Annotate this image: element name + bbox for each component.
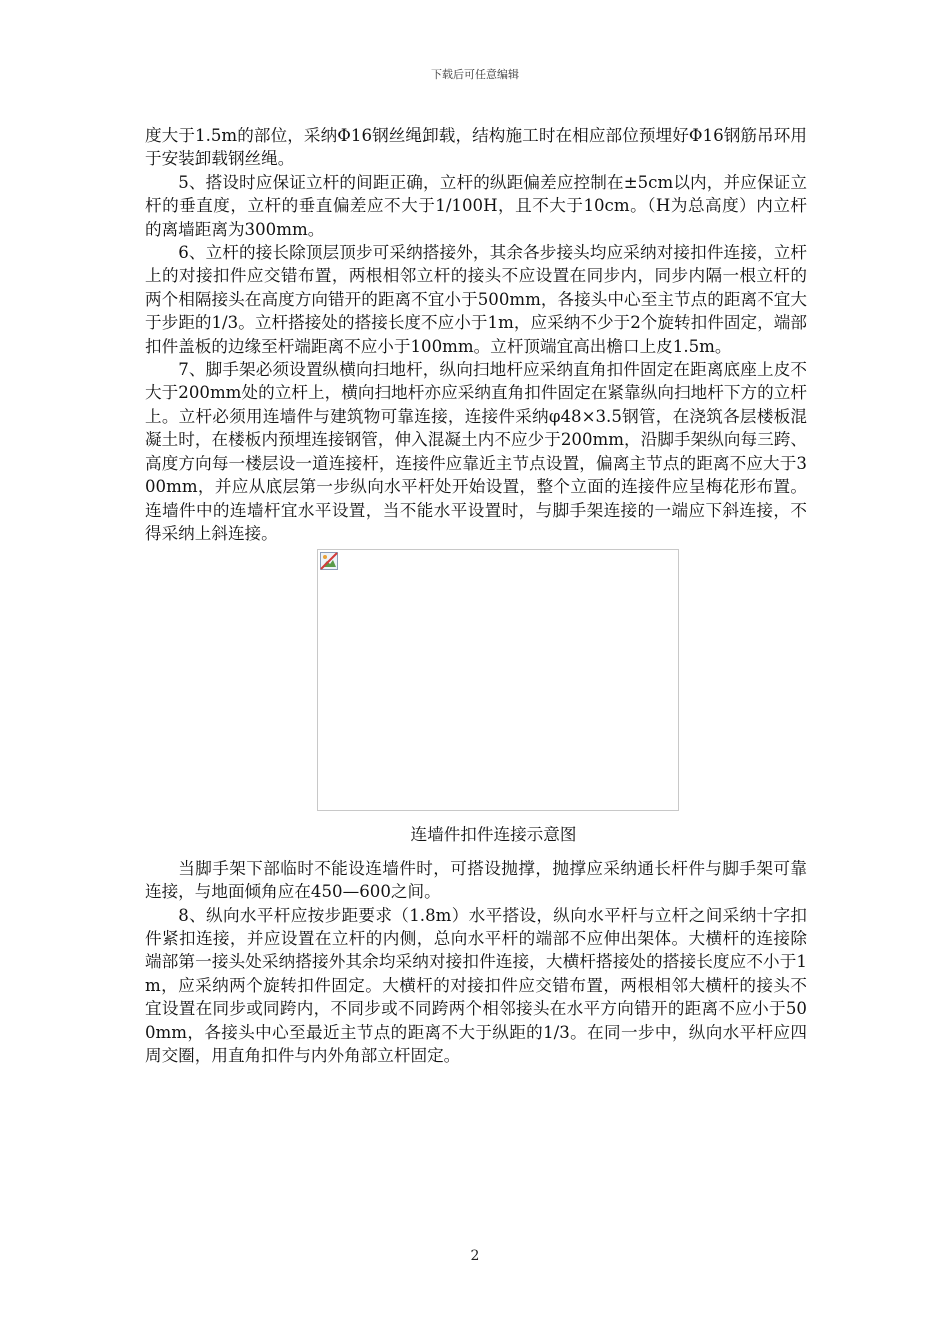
page-number: 2 — [470, 1248, 480, 1264]
page-header: 下载后可任意编辑 — [431, 68, 519, 81]
paragraph-item-5: 5、搭设时应保证立杆的间距正确，立杆的纵距偏差应控制在±5cm以内，并应保证立杆的垂直度，立杆的垂直偏差应不大于1/100H，且不大于10cm。（H为总高度）内立杆的离墙距离为300mm。 — [145, 172, 807, 239]
figure — [145, 549, 807, 813]
paragraph-item-7: 7、脚手架必须设置纵横向扫地杆，纵向扫地杆应采纳直角扣件固定在距离底座上皮不大于200mm处的立杆上，横向扫地杆亦应采纳直角扣件固定在紧靠纵向扫地杆下方的立杆上。立杆必须用连墙件与建筑物可靠连接，连接件采纳φ48×3.5钢管，在浇筑各层楼板混凝土时，在楼板内预埋连接钢管，伸入混凝土内不应少于200mm，沿脚手架纵向每三跨、高度方向每一楼层设一道连接杆，连接件应靠近主节点设置，偏离主节点的距离不应大于300mm，并应从底层第一步纵向水平杆处开始设置，整个立面的连接件应呈梅花形布置。连墙件中的连墙杆宜水平设置，当不能水平设置时，与脚手架连接的一端应下斜连接，不得采纳上斜连接。 — [145, 360, 807, 543]
paragraph-item-8: 8、纵向水平杆应按步距要求（1.8m）水平搭设，纵向水平杆与立杆之间采纳十字扣件紧扣连接，并应设置在立杆的内侧，总向水平杆的端部不应伸出架体。大横杆的连接除端部第一接头处采纳搭接外其余均采纳对接扣件连接，大横杆搭接处的搭接长度应不小于1m，应采纳两个旋转扣件固定。大横杆的对接扣件应交错布置，两根相邻大横杆的接头不宜设置在同步或同跨内，不同步或不同跨两个相邻接头在水平方向错开的距离不应小于500mm，各接头中心至最近主节点的距离不大于纵距的1/3。在同一步中，纵向水平杆应四周交圈，用直角扣件与内外角部立杆固定。 — [145, 905, 807, 1065]
figure-image-placeholder — [317, 549, 679, 811]
paragraph-continuation: 度大于1.5m的部位，采纳Φ16钢丝绳卸载，结构施工时在相应部位预埋好Φ16钢筋吊环用于安装卸载钢丝绳。 — [145, 126, 807, 169]
paragraph-item-6: 6、立杆的接长除顶层顶步可采纳搭接外，其余各步接头均应采纳对接扣件连接，立杆上的对接扣件应交错布置，两根相邻立杆的接头不应设置在同步内，同步内隔一根立杆的两个相隔接头在高度方向错开的距离不宜小于500mm，各接头中心至主节点的距离不宜大于步距的1/3。立杆搭接处的搭接长度不应小于1m，应采纳不少于2个旋转扣件固定，端部扣件盖板的边缘至杆端距离不应小于100mm。立杆顶端宜高出檐口上皮1.5m。 — [145, 243, 807, 356]
paragraph-bracing: 当脚手架下部临时不能设连墙件时，可搭设抛撑，抛撑应采纳通长杆件与脚手架可靠连接，与地面倾角应在450—600之间。 — [145, 858, 807, 902]
broken-image-icon — [320, 552, 338, 570]
figure-caption: 连墙件扣件连接示意图 — [410, 825, 577, 845]
document-body — [145, 124, 807, 1067]
